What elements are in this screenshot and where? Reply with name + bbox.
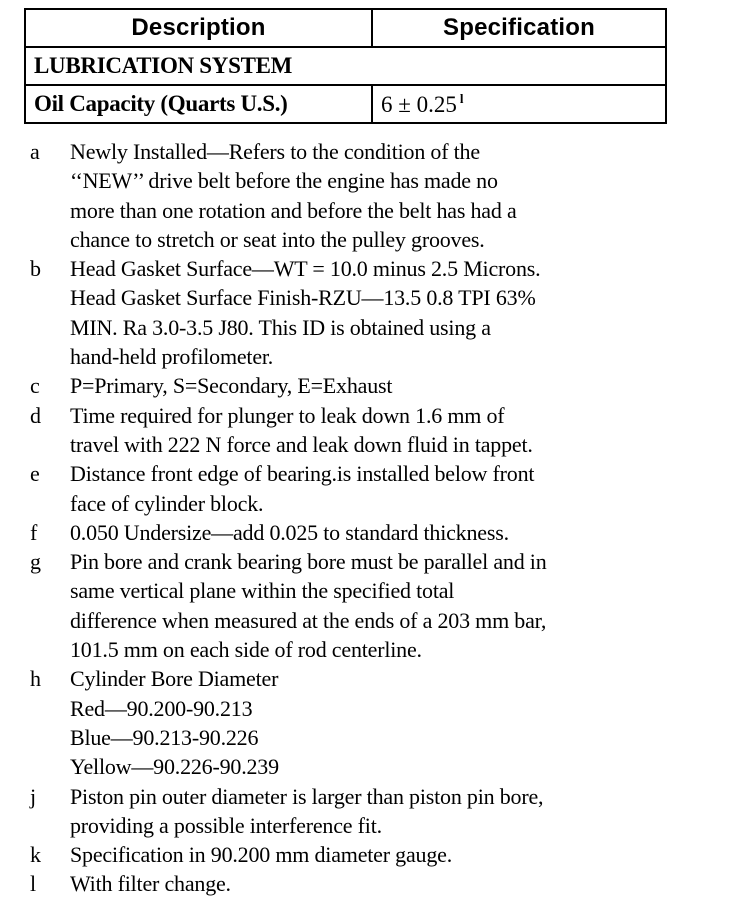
footnote-letter: h — [30, 666, 41, 692]
footnote-text — [70, 459, 730, 518]
footnote-line: face of cylinder block. — [70, 490, 264, 516]
footnote-line: travel with 222 N force and leak down fluid in tappet. — [70, 431, 533, 457]
footnote-letter: e — [30, 461, 40, 487]
section-title: LUBRICATION SYSTEM — [25, 47, 666, 85]
footnote-line: Red—90.200-90.213 — [70, 695, 253, 721]
table-row — [25, 85, 666, 123]
footnote-line: Yellow—90.226-90.239 — [70, 754, 279, 780]
section-row — [25, 47, 666, 85]
table-header-row — [25, 9, 666, 47]
footnote-text — [70, 254, 730, 371]
oil-capacity-value: 6 ± 0.25 — [381, 91, 457, 117]
footnote-letter: d — [30, 402, 41, 428]
footnote-l — [30, 869, 730, 898]
footnote-line: 101.5 mm on each side of rod centerline. — [70, 637, 422, 663]
description-column-header: Description — [25, 9, 372, 47]
footnote-line: same vertical plane within the specified total — [70, 578, 455, 604]
footnote-k — [30, 840, 730, 869]
specification-column-header: Specification — [372, 9, 666, 47]
footnote-h — [30, 664, 730, 781]
footnote-g — [30, 547, 730, 664]
footnote-e — [30, 459, 730, 518]
footnote-line: more than one rotation and before the belt has had a — [70, 197, 517, 223]
footnote-line: MIN. Ra 3.0-3.5 J80. This ID is obtained using a — [70, 314, 491, 340]
footnote-text — [70, 840, 730, 869]
footnote-line: Head Gasket Surface Finish-RZU—13.5 0.8 TPI 63% — [70, 285, 536, 311]
footnote-line: Head Gasket Surface—WT = 10.0 minus 2.5 Microns. — [70, 256, 541, 282]
footnote-f — [30, 518, 730, 547]
footnote-a — [30, 137, 730, 254]
footnote-letter: b — [30, 256, 41, 282]
footnote-line: Distance front edge of bearing.is installed below front — [70, 461, 535, 487]
footnote-text — [70, 371, 730, 400]
footnote-c — [30, 371, 730, 400]
footnote-letter: k — [30, 842, 41, 868]
footnote-line: P=Primary, S=Secondary, E=Exhaust — [70, 373, 393, 399]
footnotes-list — [30, 137, 730, 899]
footnote-letter: j — [30, 783, 36, 809]
footnote-letter: f — [30, 519, 38, 545]
footnote-line: With filter change. — [70, 871, 231, 897]
oil-capacity-label: Oil Capacity (Quarts U.S.) — [25, 85, 372, 123]
footnote-line: Specification in 90.200 mm diameter gauge. — [70, 842, 452, 868]
footnote-line: Piston pin outer diameter is larger than piston pin bore, — [70, 783, 544, 809]
footnote-line: Blue—90.213-90.226 — [70, 724, 259, 750]
footnote-line: Pin bore and crank bearing bore must be parallel and in — [70, 549, 547, 575]
footnote-line: providing a possible interference fit. — [70, 812, 382, 838]
footnote-line: chance to stretch or seat into the pulley grooves. — [70, 226, 485, 252]
footnote-text — [70, 664, 730, 781]
footnote-line: ‘‘NEW’’ drive belt before the engine has made no — [70, 168, 498, 194]
footnote-b — [30, 254, 730, 371]
footnote-letter: a — [30, 139, 40, 164]
footnote-text — [70, 137, 730, 254]
footnote-j — [30, 782, 730, 841]
footnote-line: Time required for plunger to leak down 1.6 mm of — [70, 402, 505, 428]
footnote-text — [70, 518, 730, 547]
footnote-letter: l — [30, 871, 36, 897]
footnote-text — [70, 401, 730, 460]
footnote-marker: l — [459, 90, 464, 106]
footnote-line: 0.050 Undersize—add 0.025 to standard thickness. — [70, 519, 509, 545]
footnote-line: Newly Installed—Refers to the condition of the — [70, 139, 480, 164]
footnote-letter: c — [30, 373, 40, 399]
footnote-text — [70, 782, 730, 841]
footnote-line: Cylinder Bore Diameter — [70, 666, 279, 692]
footnote-line: difference when measured at the ends of a 203 mm bar, — [70, 607, 547, 633]
footnote-d — [30, 401, 730, 460]
footnote-letter: g — [30, 549, 41, 575]
footnote-text — [70, 869, 730, 898]
footnote-text — [70, 547, 730, 664]
footnote-line: hand-held profilometer. — [70, 344, 274, 370]
specification-table — [24, 8, 667, 124]
oil-capacity-value-cell — [372, 85, 666, 123]
